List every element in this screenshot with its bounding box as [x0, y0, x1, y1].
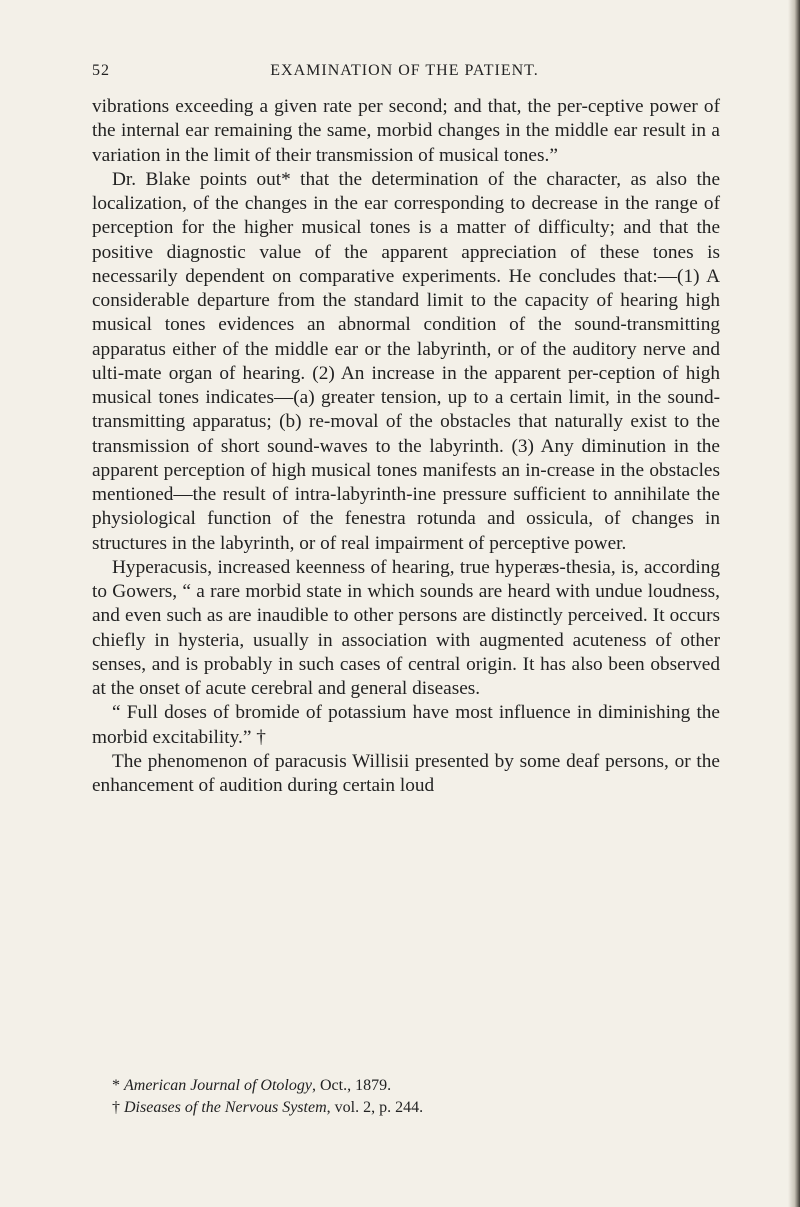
- footnotes: [92, 1075, 720, 1119]
- paragraph-continuation: vibrations exceeding a given rate per second; and that, the per-ceptive power of the internal ear remaining the same, morbid changes in the middle ear result in a variation in the limit of their transmission of musical tones.”: [92, 96, 720, 166]
- paragraph-blake: Dr. Blake points out* that the determination of the character, as also the localization, of the changes in the ear corresponding to decrease in the range of perception for the higher musical tones is a matter of difficulty; and that the positive diagnostic value of the apparent appreciation of these tones is necessarily dependent on comparative experiments. He concludes that:—(1) A considerable departure from the standard limit to the capacity of hearing high musical tones evidences an abnormal condition of the sound-transmitting apparatus either of the middle ear or the labyrinth, or of the auditory nerve and ulti-mate organ of hearing. (2) An increase in the apparent per-ception of high musical tones indicates—(a) greater tension, up to a certain limit, in the sound-transmitting apparatus; (b) re-moval of the obstacles that naturally exist to the transmission of short sound-waves to the labyrinth. (3) Any diminution in the apparent perception of high musical tones manifests an in-crease in the obstacles mentioned—the result of intra-labyrinth-ine pressure sufficient to annihilate the physiological function of the fenestra rotunda and ossicula, of changes in structures in the labyrinth, or of real impairment of perceptive power.: [92, 168, 720, 554]
- footnote-mark: †: [112, 1099, 120, 1116]
- footnote-mark: *: [112, 1077, 120, 1094]
- paragraph-hyperacusis: Hyperacusis, increased keenness of hearing, true hyperæs-thesia, is, according to Gowers, “ a rare morbid state in which sounds are heard with undue loudness, and even such as are inaudible to other persons are distinctly perceived. It occurs chiefly in hysteria, usually in association with augmented acuteness of other senses, and is probably in such cases of central origin. It has also been observed at the onset of acute cerebral and general diseases.: [92, 556, 720, 699]
- page-header: [92, 62, 717, 84]
- footnote: [92, 1097, 720, 1119]
- paragraph-paracusis: The phenomenon of paracusis Willisii presented by some deaf persons, or the enhancement of audition during certain loud: [92, 750, 720, 796]
- body-text: [92, 95, 720, 798]
- running-head: EXAMINATION OF THE PATIENT.: [270, 62, 539, 79]
- footnote-detail: , Oct., 1879.: [311, 1077, 392, 1094]
- footnote-detail: , vol. 2, p. 244.: [326, 1099, 424, 1116]
- page-edge: [788, 0, 800, 1207]
- paragraph-bromide: “ Full doses of bromide of potassium have most influence in diminishing the morbid excitability.” †: [92, 702, 720, 748]
- footnote: [92, 1075, 720, 1097]
- footnote-source: American Journal of Otology: [124, 1077, 312, 1094]
- footnote-source: Diseases of the Nervous System: [124, 1099, 327, 1116]
- page-number: 52: [92, 62, 110, 79]
